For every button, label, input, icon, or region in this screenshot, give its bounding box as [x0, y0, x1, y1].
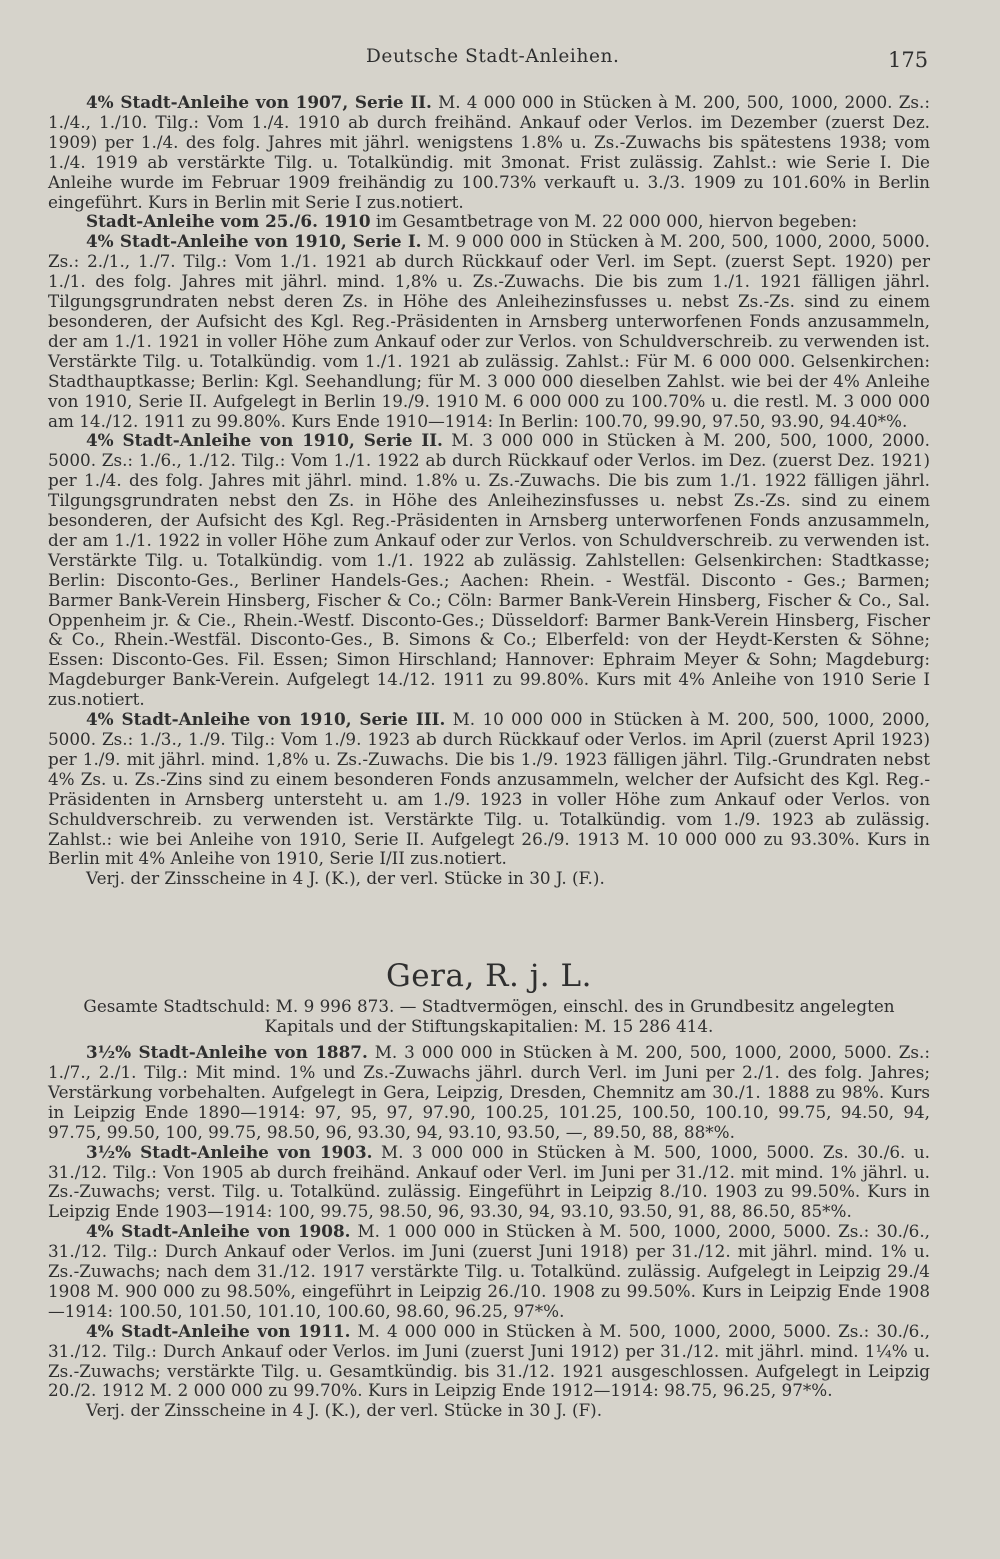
- entry-heading: 4% Stadt-Anleihe von 1910, Serie III.: [86, 709, 446, 730]
- entry-text: M. 1 000 000 in Stücken à M. 500, 1000, 2000, 5000. Zs.: 30./6., 31./12. Tilg.: Durch Ankauf oder Verlos. im Juni (zuerst Juni 1918) per 31./12. mit jährl. mind. 1% u. Zs.-Zuwachs; nach dem 31./12. 1917 verstärkte Tilg. u. Totalkünd. zulässig. Aufgelegt in Leipzig 29./4 1908 M. 900 000 zu 98.50%, eingeführt in Leipzig 26./10. 1908 zu 99.50%. Kurs in Leipzig Ende 1908—1914: 100.50, 101.50, 101.10, 100.60, 98.60, 96.25, 97*%.: [48, 1221, 931, 1321]
- entry-gera-anleihe-1911: [48, 1322, 930, 1402]
- entry-heading: 4% Stadt-Anleihe von 1908.: [86, 1221, 351, 1242]
- entry-heading: 3½% Stadt-Anleihe von 1903.: [86, 1141, 373, 1162]
- entry-text: M. 3 000 000 in Stücken à M. 200, 500, 1000, 2000. 5000. Zs.: 1./6., 1./12. Tilg.: Vom 1./1. 1922 ab durch Rückkauf oder Verlos. im Dez. (zuerst Dez. 1921) per 1./4. des folg. Jahres mit jährl. mind. 1.8% u. Zs.-Zuwachs. Die bis zum 1./1. 1922 fälligen jährl. Tilgungsgrundraten nebst den Zs. in Höhe des Anleihezinsfusses u. nebst Zs.-Zs. sind zu einem besonderen, der Aufsicht des Kgl. Reg.-Präsidenten in Arnsberg unterworfenen Fonds anzusammeln, der am 1./1. 1922 in voller Höhe zum Ankauf oder zur Verlos. von Schuldverschreib. zu verwenden ist. Verstärkte Tilg. u. Totalkündig. vom 1./1. 1922 ab zulässig. Zahlstellen: Gelsenkirchen: Stadtkasse; Berlin: Disconto-Ges., Berliner Handels-Ges.; Aachen: Rhein. - Westfäl. Disconto - Ges.; Barmen; Barmer Bank-Verein Hinsberg, Fischer & Co.; Cöln: Barmer Bank-Verein Hinsberg, Fischer & Co., Sal. Oppenheim jr. & Cie., Rhein.-Westf. Disconto-Ges.; Düsseldorf: Barmer Bank-Verein Hinsberg, Fischer & Co., Rhein.-Westfäl. Disconto-Ges., B. Simons & Co.; Elberfeld: von der Heydt-Kersten & Söhne; Essen: Disconto-Ges. Fil. Essen; Simon Hirschland; Hannover: Ephraim Meyer & Sohn; Magdeburg: Magdeburger Bank-Verein. Aufgelegt 14./12. 1911 zu 99.80%. Kurs mit 4% Anleihe von 1910 Serie I zus.notiert.: [48, 430, 930, 710]
- entry-text: M. 3 000 000 in Stücken à M. 500, 1000, 5000. Zs. 30./6. u. 31./12. Tilg.: Von 1905 ab durch freihänd. Ankauf oder Verl. im Juni per 31./12. mit mind. 1% jährl. u. Zs.-Zuwachs; verst. Tilg. u. Totalkünd. zulässig. Eingeführt in Leipzig 8./10. 1903 zu 99.50%. Kurs in Leipzig Ende 1903—1914: 100, 99.75, 98.50, 96, 93.30, 94, 93.10, 93.50, 91, 88, 86.50, 85*%.: [48, 1141, 930, 1222]
- entry-text: Verj. der Zinsscheine in 4 J. (K.), der verl. Stücke in 30 J. (F.).: [86, 868, 605, 889]
- running-title: Deutsche Stadt-Anleihen.: [366, 46, 620, 67]
- entry-text: Verj. der Zinsscheine in 4 J. (K.), der verl. Stücke in 30 J. (F).: [86, 1400, 603, 1421]
- entry-text: M. 3 000 000 in Stücken à M. 200, 500, 1000, 2000, 5000. Zs.: 1./7., 2./1. Tilg.: Mit mind. 1% und Zs.-Zuwachs jährl. durch Verl. im Juni per 2./1. des folg. Jahres; Verstärkung vorbehalten. Aufgelegt in Gera, Leipzig, Dresden, Chemnitz am 30./1. 1888 zu 98%. Kurs in Leipzig Ende 1890—1914: 97, 95, 97, 97.90, 100.25, 101.25, 100.50, 100.10, 99.75, 94.50, 94, 97.75, 99.50, 100, 99.75, 98.50, 96, 93.30, 94, 93.10, 93.50, —, 89.50, 88, 88*%.: [48, 1042, 930, 1142]
- entry-stadt-anleihe-1907-serie-2: [48, 93, 930, 212]
- entry-text: M. 9 000 000 in Stücken à M. 200, 500, 1000, 2000, 5000. Zs.: 2./1., 1./7. Tilg.: Vom 1./1. 1921 ab durch Rückkauf oder Verl. im Sept. (zuerst Sept. 1920) per 1./1. des folg. Jahres mit jährl. mind. 1,8% u. Zs.-Zuwachs. Die bis zum 1./1. 1921 fälligen jährl. Tilgungsgrundraten nebst deren Zs. in Höhe des Anleihezinsfusses u. nebst Zs.-Zs. sind zu einem besonderen, der Aufsicht des Kgl. Reg.-Präsidenten in Arnsberg unterworfenen Fonds anzusammeln, der am 1./1. 1921 in voller Höhe zum Ankauf oder zur Verlos. von Schuldverschreib. zu verwenden ist. Verstärkte Tilg. u. Totalkündig. vom 1./1. 1921 ab zulässig. Zahlst.: Für M. 6 000 000. Gelsenkirchen: Stadthauptkasse; Berlin: Kgl. Seehandlung; für M. 3 000 000 dieselben Zahlst. wie bei der 4% Anleihe von 1910, Serie II. Aufgelegt in Berlin 19./9. 1910 M. 6 000 000 zu 100.70% u. die restl. M. 3 000 000 am 14./12. 1911 zu 99.80%. Kurs Ende 1910—1914: In Berlin: 100.70, 99.90, 97.50, 93.90, 94.40*%.: [48, 231, 930, 431]
- entry-heading: 4% Stadt-Anleihe von 1911.: [86, 1320, 351, 1341]
- entry-heading: Stadt-Anleihe vom 25./6. 1910: [86, 211, 371, 232]
- entry-heading: 3½% Stadt-Anleihe von 1887.: [86, 1042, 368, 1063]
- entry-gera-anleihe-1903: [48, 1143, 930, 1223]
- entry-text: im Gesamtbetrage von M. 22 000 000, hiervon begeben:: [370, 211, 858, 232]
- entry-text: M. 4 000 000 in Stücken à M. 200, 500, 1000, 2000. Zs.: 1./4., 1./10. Tilg.: Vom 1./4. 1910 ab durch freihänd. Ankauf oder Verlos. im Dezember (zuerst Dez. 1909) per 1./4. des folg. Jahres mit jährl. wenigstens 1.8% u. Zs.-Zuwachs bis spätestens 1938; vom 1./4. 1919 ab verstärkte Tilg. u. Totalkündig. mit 3monat. Frist zulässig. Zahlst.: wie Serie I. Die Anleihe wurde im Februar 1909 freihändig zu 100.73% verkauft u. 3./3. 1909 zu 101.60% in Berlin eingeführt. Kurs in Berlin mit Serie I zus.notiert.: [48, 92, 930, 212]
- entry-heading: 4% Stadt-Anleihe von 1907, Serie II.: [86, 92, 432, 112]
- entry-heading: 4% Stadt-Anleihe von 1910, Serie I.: [86, 231, 422, 252]
- entry-gera-anleihe-1887: [48, 1043, 930, 1143]
- body-text: [48, 93, 930, 1421]
- entry-gera-anleihe-1908: [48, 1222, 930, 1322]
- entry-text: M. 4 000 000 in Stücken à M. 500, 1000, 2000, 5000. Zs.: 30./6., 31./12. Tilg.: Durch Ankauf oder Verlos. im Juni (zuerst Juni 1912) per 31./12. mit jährl. mind. 1¼% u. Zs.-Zuwachs; verstärkte Tilg. u. Gesamtkündig. bis 31./12. 1921 ausgeschlossen. Aufgelegt in Leipzig 20./2. 1912 M. 2 000 000 zu 99.70%. Kurs in Leipzig Ende 1912—1914: 98.75, 96.25, 97*%.: [48, 1320, 931, 1401]
- entry-heading: 4% Stadt-Anleihe von 1910, Serie II.: [86, 430, 443, 451]
- section-summary: Gesamte Stadtschuld: M. 9 996 873. — Stadtvermögen, einschl. des in Grundbesitz angelegten Kapitals und der Stiftungskapitalien: M. 15 286 414.: [83, 996, 895, 1037]
- entry-gera-verjaehrung-note: [48, 1401, 930, 1421]
- entry-stadt-anleihe-1910-serie-2: [48, 431, 930, 710]
- page-header: [0, 46, 1000, 72]
- entry-stadt-anleihe-1910-serie-1: [48, 232, 930, 431]
- section-title-gera: Gera, R. j. L.: [386, 958, 592, 995]
- page-number: 175: [888, 48, 929, 72]
- entry-verjaehrung-note: [48, 869, 930, 889]
- entry-stadt-anleihe-1910-overview: [48, 212, 930, 232]
- entry-stadt-anleihe-1910-serie-3: [48, 710, 930, 869]
- entry-text: M. 10 000 000 in Stücken à M. 200, 500, 1000, 2000, 5000. Zs.: 1./3., 1./9. Tilg.: Vom 1./9. 1923 ab durch Rückkauf oder Verlos. im April (zuerst April 1923) per 1./9. mit jährl. mind. 1,8% u. Zs.-Zuwachs. Die bis 1./9. 1923 fälligen jährl. Tilg.-Grundraten nebst 4% Zs. u. Zs.-Zins sind zu einem besonderen Fonds anzusammeln, welcher der Aufsicht des Kgl. Reg.-Präsidenten in Arnsberg untersteht u. am 1./9. 1923 in voller Höhe zum Ankauf oder Verlos. von Schuldverschreib. zu verwenden ist. Verstärkte Tilg. u. Totalkündig. vom 1./9. 1923 ab zulässig. Zahlst.: wie bei Anleihe von 1910, Serie II. Aufgelegt 26./9. 1913 M. 10 000 000 zu 93.30%. Kurs in Berlin mit 4% Anleihe von 1910, Serie I/II zus.notiert.: [48, 709, 931, 869]
